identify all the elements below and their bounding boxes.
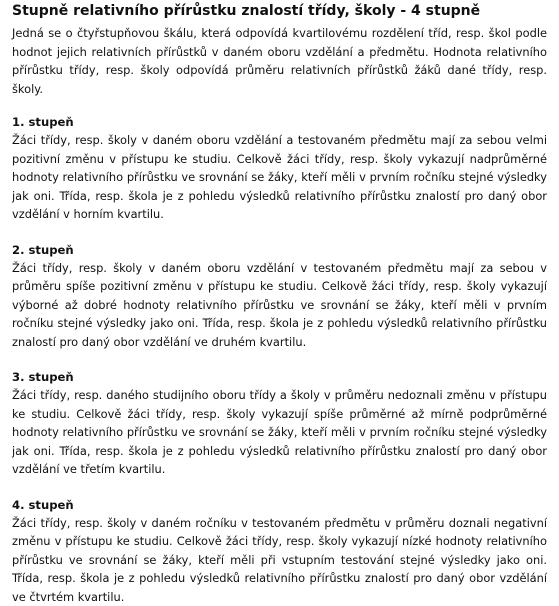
- section-text: Žáci třídy, resp. školy v daném oboru vzdělání v testovaném předmětu mají za sebou v průměru spíše pozitivní změnu v přístupu ke studiu. Celkově žáci třídy, resp. školy vykazují výborné až dobré hodnoty relativního přírůstku ve srovnání se žáky, kteří měli v prvním ročníku stejné výsledky jako oni. Třída, resp. škola je z pohledu výsledků relativního přírůstku znalostí pro daný obor vzdělání ve druhém kvartilu.: [12, 259, 547, 352]
- section-text: Žáci třídy, resp. školy v daném oboru vzdělání a testovaném předmětu mají za sebou velmi pozitivní změnu v přístupu ke studiu. Celkově žáci třídy, resp. školy vykazují nadprůměrné hodnoty relativního přírůstku ve srovnání se žáky, kteří měli v prvním ročníku stejné výsledky jak oni. Třída, resp. škola je z pohledu výsledků relativního přírůstku znalostí pro daný obor vzdělání v horním kvartilu.: [12, 131, 547, 224]
- section-level-4: [12, 496, 547, 606]
- section-heading: 2. stupeň: [12, 241, 547, 259]
- section-heading: 1. stupeň: [12, 113, 547, 131]
- document-title: Stupně relativního přírůstku znalostí třídy, školy - 4 stupně: [12, 2, 547, 21]
- section-level-1: [12, 113, 547, 224]
- section-heading: 4. stupeň: [12, 496, 547, 514]
- section-level-2: [12, 241, 547, 352]
- section-text: Žáci třídy, resp. školy v daném ročníku v testovaném předmětu v průměru doznali negativní změnu v přístupu ke studiu. Celkově žáci třídy, resp. školy vykazují nízké hodnoty relativního přírůstku ve srovnání se žáky, kteří měli při vstupním testování stejné výsledky jako oni. Třída, resp. škola je z pohledu výsledků relativního přírůstku znalostí pro daný obor vzdělání ve čtvrtém kvartilu.: [12, 514, 547, 606]
- intro-paragraph: Jedná se o čtyřstupňovou škálu, která odpovídá kvartilovému rozdělení tříd, resp. škol podle hodnot jejich relativních přírůstků v daném oboru vzdělání a předmětu. Hodnota relativního přírůstku třídy, resp. školy odpovídá průměru relativních přírůstků žáků dané třídy, resp. školy.: [12, 24, 547, 98]
- section-text: Žáci třídy, resp. daného studijního oboru třídy a školy v průměru nedoznali změnu v přístupu ke studiu. Celkově žáci třídy, resp. školy vykazují spíše průměrné až mírně podprůměrné hodnoty relativního přírůstku ve srovnání se žáky, kteří měli v prvním ročníku stejné výsledky jak oni. Třída, resp. škola je z pohledu výsledků relativního přírůstku znalostí pro daný obor vzdělání ve třetím kvartilu.: [12, 386, 547, 479]
- section-level-3: [12, 368, 547, 479]
- section-heading: 3. stupeň: [12, 368, 547, 386]
